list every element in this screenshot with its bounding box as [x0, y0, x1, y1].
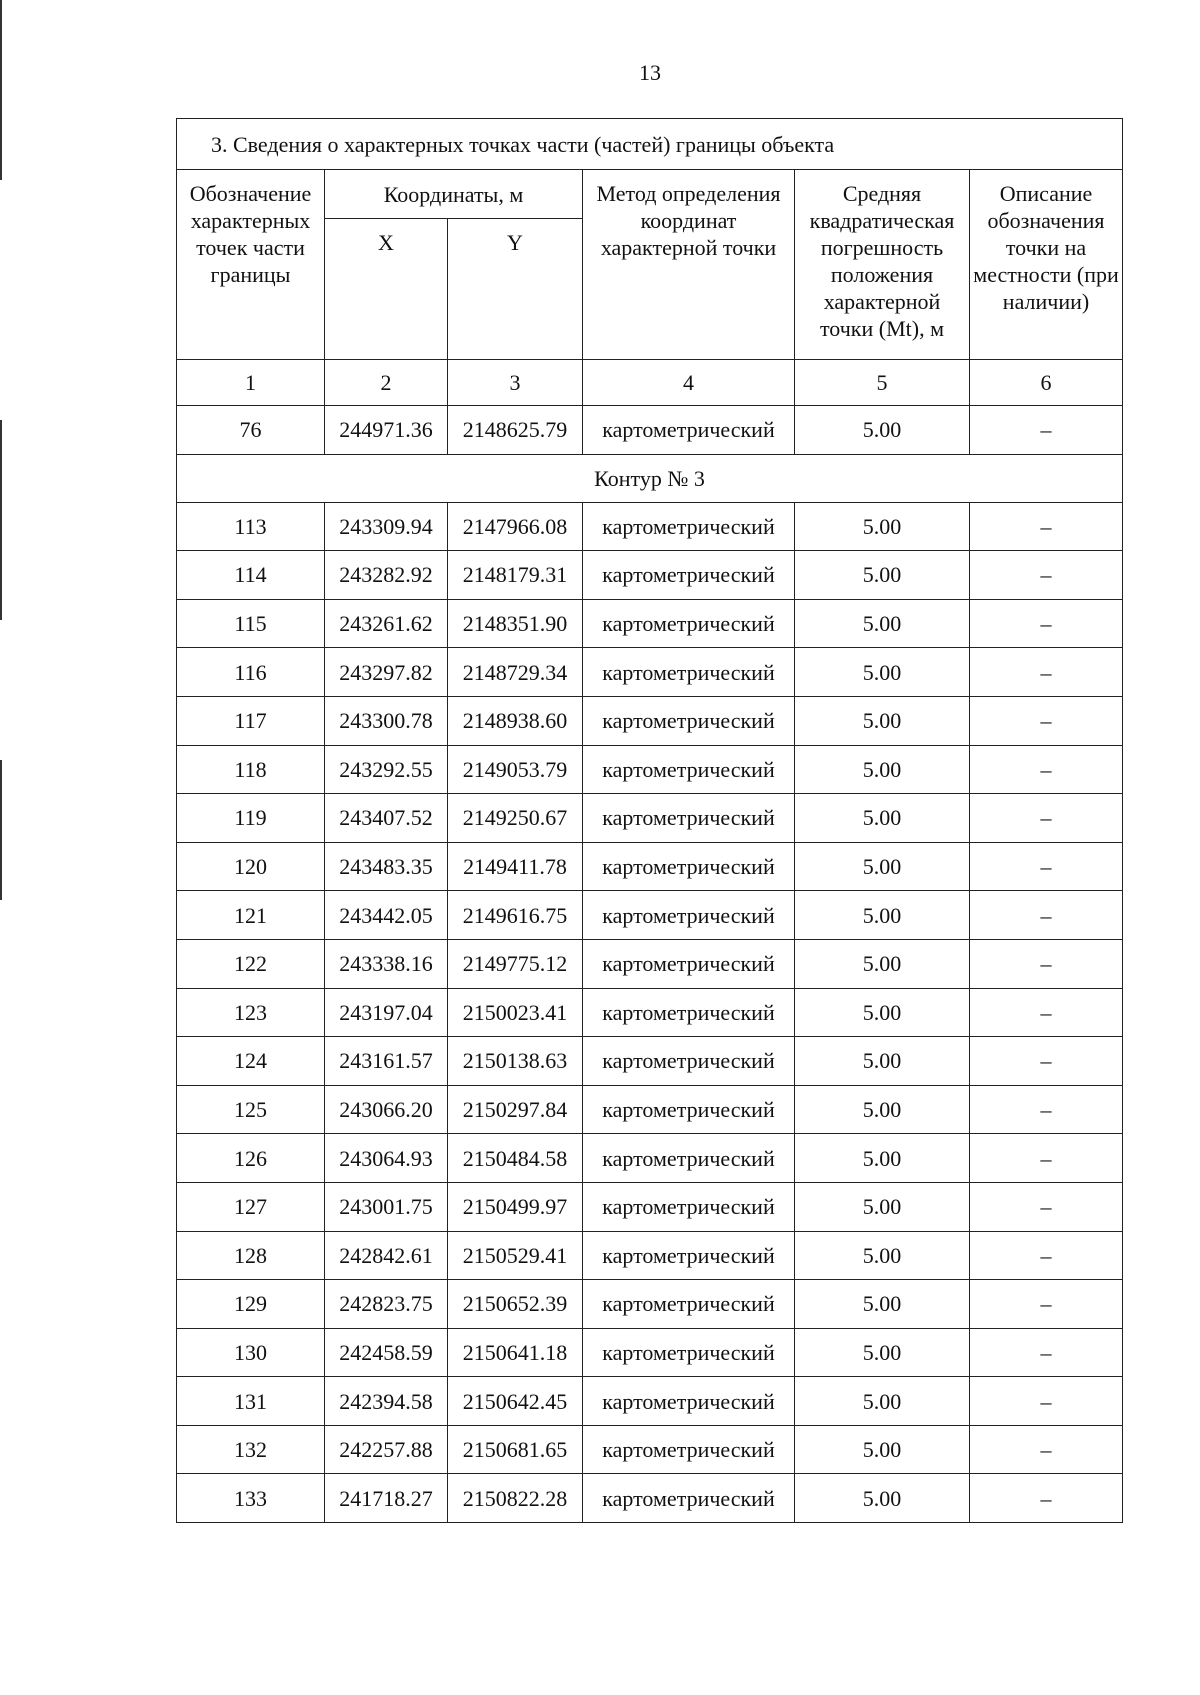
x-cell: 242257.88	[325, 1425, 448, 1474]
x-cell: 243197.04	[325, 988, 448, 1037]
point-cell: 131	[177, 1377, 325, 1426]
point-cell: 115	[177, 599, 325, 648]
y-cell: 2150652.39	[448, 1280, 583, 1329]
y-cell: 2148938.60	[448, 696, 583, 745]
point-cell: 120	[177, 842, 325, 891]
error-cell: 5.00	[795, 1037, 970, 1086]
description-cell: –	[970, 648, 1123, 697]
description-cell: –	[970, 842, 1123, 891]
point-cell: 123	[177, 988, 325, 1037]
description-cell: –	[970, 1231, 1123, 1280]
y-cell: 2148179.31	[448, 551, 583, 600]
x-cell: 243001.75	[325, 1182, 448, 1231]
method-cell: картометрический	[583, 745, 795, 794]
description-cell: –	[970, 1474, 1123, 1523]
method-cell: картометрический	[583, 406, 795, 455]
x-cell: 243309.94	[325, 502, 448, 551]
contour-label: Контур № 3	[177, 454, 1123, 502]
description-cell: –	[970, 1280, 1123, 1329]
point-cell: 113	[177, 502, 325, 551]
point-cell: 117	[177, 696, 325, 745]
table-row	[177, 745, 1123, 794]
point-cell: 133	[177, 1474, 325, 1523]
table-row	[177, 988, 1123, 1037]
point-cell: 76	[177, 406, 325, 455]
method-cell: картометрический	[583, 988, 795, 1037]
point-cell: 114	[177, 551, 325, 600]
description-cell: –	[970, 1377, 1123, 1426]
table-row	[177, 1134, 1123, 1183]
table-row	[177, 648, 1123, 697]
table-row	[177, 1377, 1123, 1426]
x-cell: 244971.36	[325, 406, 448, 455]
error-cell: 5.00	[795, 502, 970, 551]
table-row	[177, 1085, 1123, 1134]
table-row	[177, 1425, 1123, 1474]
y-cell: 2148625.79	[448, 406, 583, 455]
header-y: Y	[448, 219, 583, 360]
method-cell: картометрический	[583, 939, 795, 988]
y-cell: 2149250.67	[448, 794, 583, 843]
point-cell: 127	[177, 1182, 325, 1231]
description-cell: –	[970, 891, 1123, 940]
x-cell: 243282.92	[325, 551, 448, 600]
y-cell: 2148351.90	[448, 599, 583, 648]
table-row	[177, 842, 1123, 891]
description-cell: –	[970, 794, 1123, 843]
header-coords: Координаты, м	[325, 170, 583, 219]
method-cell: картометрический	[583, 1085, 795, 1134]
method-cell: картометрический	[583, 891, 795, 940]
point-cell: 118	[177, 745, 325, 794]
method-cell: картометрический	[583, 1037, 795, 1086]
x-cell: 243442.05	[325, 891, 448, 940]
error-cell: 5.00	[795, 599, 970, 648]
method-cell: картометрический	[583, 1182, 795, 1231]
description-cell: –	[970, 406, 1123, 455]
description-cell: –	[970, 745, 1123, 794]
method-cell: картометрический	[583, 842, 795, 891]
header-error: Средняя квадратическая погрешность положения характерной точки (Mt), м	[795, 170, 970, 360]
description-cell: –	[970, 1425, 1123, 1474]
header-method: Метод определения координат характерной точки	[583, 170, 795, 360]
point-cell: 126	[177, 1134, 325, 1183]
error-cell: 5.00	[795, 1425, 970, 1474]
y-cell: 2150822.28	[448, 1474, 583, 1523]
error-cell: 5.00	[795, 1328, 970, 1377]
scan-edge-mark	[0, 760, 2, 900]
point-cell: 124	[177, 1037, 325, 1086]
error-cell: 5.00	[795, 1231, 970, 1280]
point-cell: 130	[177, 1328, 325, 1377]
table-row	[177, 794, 1123, 843]
error-cell: 5.00	[795, 1377, 970, 1426]
x-cell: 243483.35	[325, 842, 448, 891]
description-cell: –	[970, 1037, 1123, 1086]
y-cell: 2149053.79	[448, 745, 583, 794]
x-cell: 242458.59	[325, 1328, 448, 1377]
description-cell: –	[970, 1134, 1123, 1183]
x-cell: 243300.78	[325, 696, 448, 745]
method-cell: картометрический	[583, 696, 795, 745]
point-cell: 125	[177, 1085, 325, 1134]
column-number: 4	[583, 360, 795, 406]
table-row	[177, 1182, 1123, 1231]
error-cell: 5.00	[795, 551, 970, 600]
y-cell: 2149775.12	[448, 939, 583, 988]
point-cell: 116	[177, 648, 325, 697]
column-number: 3	[448, 360, 583, 406]
table-row	[177, 1280, 1123, 1329]
x-cell: 241718.27	[325, 1474, 448, 1523]
point-cell: 119	[177, 794, 325, 843]
y-cell: 2150681.65	[448, 1425, 583, 1474]
section-title: 3. Сведения о характерных точках части (частей) границы объекта	[177, 119, 1123, 170]
y-cell: 2150023.41	[448, 988, 583, 1037]
x-cell: 243292.55	[325, 745, 448, 794]
table-row	[177, 406, 1123, 455]
error-cell: 5.00	[795, 1085, 970, 1134]
method-cell: картометрический	[583, 1377, 795, 1426]
table-row	[177, 1328, 1123, 1377]
method-cell: картометрический	[583, 1328, 795, 1377]
description-cell: –	[970, 696, 1123, 745]
error-cell: 5.00	[795, 1280, 970, 1329]
x-cell: 242394.58	[325, 1377, 448, 1426]
error-cell: 5.00	[795, 648, 970, 697]
method-cell: картометрический	[583, 1280, 795, 1329]
column-number: 2	[325, 360, 448, 406]
error-cell: 5.00	[795, 891, 970, 940]
contour-row	[177, 454, 1123, 502]
y-cell: 2150529.41	[448, 1231, 583, 1280]
error-cell: 5.00	[795, 1474, 970, 1523]
table-row	[177, 1037, 1123, 1086]
y-cell: 2150297.84	[448, 1085, 583, 1134]
scan-edge-mark	[0, 0, 2, 180]
error-cell: 5.00	[795, 1134, 970, 1183]
y-cell: 2150484.58	[448, 1134, 583, 1183]
x-cell: 243297.82	[325, 648, 448, 697]
x-cell: 242842.61	[325, 1231, 448, 1280]
point-cell: 128	[177, 1231, 325, 1280]
x-cell: 243261.62	[325, 599, 448, 648]
description-cell: –	[970, 939, 1123, 988]
header-point: Обозначение характерных точек части границы	[177, 170, 325, 360]
boundary-points-table	[176, 118, 1123, 1523]
description-cell: –	[970, 1085, 1123, 1134]
x-cell: 243161.57	[325, 1037, 448, 1086]
description-cell: –	[970, 1182, 1123, 1231]
method-cell: картометрический	[583, 551, 795, 600]
point-cell: 122	[177, 939, 325, 988]
x-cell: 243338.16	[325, 939, 448, 988]
description-cell: –	[970, 502, 1123, 551]
page-number: 13	[639, 60, 661, 85]
point-cell: 129	[177, 1280, 325, 1329]
y-cell: 2148729.34	[448, 648, 583, 697]
method-cell: картометрический	[583, 794, 795, 843]
y-cell: 2149411.78	[448, 842, 583, 891]
table-row	[177, 891, 1123, 940]
error-cell: 5.00	[795, 988, 970, 1037]
y-cell: 2147966.08	[448, 502, 583, 551]
method-cell: картометрический	[583, 1231, 795, 1280]
column-number: 6	[970, 360, 1123, 406]
header-description: Описание обозначения точки на местности (при наличии)	[970, 170, 1123, 360]
table-row	[177, 696, 1123, 745]
y-cell: 2149616.75	[448, 891, 583, 940]
x-cell: 243066.20	[325, 1085, 448, 1134]
column-number-row	[177, 360, 1123, 406]
table-row	[177, 1231, 1123, 1280]
x-cell: 243064.93	[325, 1134, 448, 1183]
description-cell: –	[970, 1328, 1123, 1377]
header-x: X	[325, 219, 448, 360]
table-row	[177, 502, 1123, 551]
table-row	[177, 939, 1123, 988]
description-cell: –	[970, 551, 1123, 600]
error-cell: 5.00	[795, 406, 970, 455]
error-cell: 5.00	[795, 696, 970, 745]
point-cell: 121	[177, 891, 325, 940]
method-cell: картометрический	[583, 1474, 795, 1523]
description-cell: –	[970, 988, 1123, 1037]
error-cell: 5.00	[795, 842, 970, 891]
method-cell: картометрический	[583, 502, 795, 551]
description-cell: –	[970, 599, 1123, 648]
y-cell: 2150642.45	[448, 1377, 583, 1426]
y-cell: 2150499.97	[448, 1182, 583, 1231]
method-cell: картометрический	[583, 648, 795, 697]
x-cell: 243407.52	[325, 794, 448, 843]
y-cell: 2150641.18	[448, 1328, 583, 1377]
error-cell: 5.00	[795, 939, 970, 988]
error-cell: 5.00	[795, 1182, 970, 1231]
column-number: 1	[177, 360, 325, 406]
error-cell: 5.00	[795, 794, 970, 843]
section-title-row	[177, 119, 1123, 170]
method-cell: картометрический	[583, 599, 795, 648]
y-cell: 2150138.63	[448, 1037, 583, 1086]
scan-edge-mark	[0, 420, 2, 620]
method-cell: картометрический	[583, 1425, 795, 1474]
method-cell: картометрический	[583, 1134, 795, 1183]
point-cell: 132	[177, 1425, 325, 1474]
column-number: 5	[795, 360, 970, 406]
error-cell: 5.00	[795, 745, 970, 794]
header-row	[177, 170, 1123, 219]
x-cell: 242823.75	[325, 1280, 448, 1329]
table-row	[177, 1474, 1123, 1523]
table-row	[177, 599, 1123, 648]
table-row	[177, 551, 1123, 600]
